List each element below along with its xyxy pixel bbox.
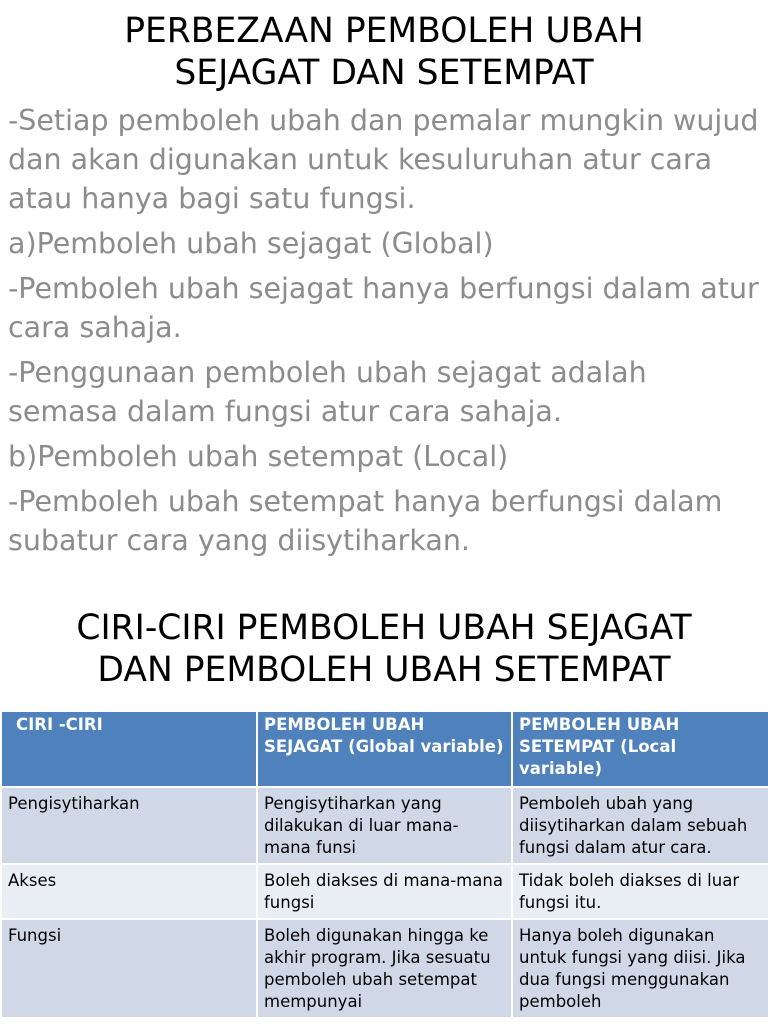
- table-cell: Boleh digunakan hingga ke akhir program. Jika sesuatu pemboleh ubah setempat mempunyai: [257, 919, 512, 1018]
- table-row: [1, 864, 768, 919]
- section-title: CIRI-CIRI PEMBOLEH UBAH SEJAGAT DAN PEMBOLEH UBAH SETEMPAT: [76, 608, 692, 690]
- table-cell: Hanya boleh digunakan untuk fungsi yang diisi. Jika dua fungsi menggunakan pemboleh: [512, 919, 768, 1018]
- table-row: [1, 919, 768, 1018]
- bullet-paragraph: -Penggunaan pemboleh ubah sejagat adalah semasa dalam fungsi atur cara sahaja.: [8, 356, 647, 428]
- table-header-row: [1, 711, 768, 787]
- table-cell: Tidak boleh diakses di luar fungsi itu.: [512, 864, 768, 919]
- bullet-paragraph: a)Pemboleh ubah sejagat (Global): [8, 227, 494, 260]
- table-cell: Pemboleh ubah yang diisytiharkan dalam sebuah fungsi dalam atur cara.: [512, 787, 768, 864]
- bullet-paragraph: -Pemboleh ubah setempat hanya berfungsi dalam subatur cara yang diisytiharkan.: [8, 485, 723, 557]
- column-header-global: PEMBOLEH UBAH SEJAGAT (Global variable): [257, 711, 512, 787]
- bullet-paragraph: b)Pemboleh ubah setempat (Local): [8, 440, 509, 473]
- slide-title: PERBEZAAN PEMBOLEH UBAH SEJAGAT DAN SETEMPAT: [124, 11, 644, 93]
- comparison-table: [0, 710, 768, 1019]
- table-cell: Pengisytiharkan yang dilakukan di luar mana-mana funsi: [257, 787, 512, 864]
- column-header-local: PEMBOLEH UBAH SETEMPAT (Local variable): [512, 711, 768, 787]
- bullet-paragraph: -Pemboleh ubah sejagat hanya berfungsi dalam atur cara sahaja.: [8, 272, 759, 344]
- bullet-paragraph: -Setiap pemboleh ubah dan pemalar mungkin wujud dan akan digunakan untuk kesuluruhan atur cara atau hanya bagi satu fungsi.: [8, 104, 759, 215]
- bullet-list: [8, 101, 764, 566]
- table-cell: Pengisytiharkan: [1, 787, 257, 864]
- table-cell: Akses: [1, 864, 257, 919]
- table-cell: Boleh diakses di mana-mana fungsi: [257, 864, 512, 919]
- column-header-ciri: CIRI -CIRI: [1, 711, 257, 787]
- table-cell: Fungsi: [1, 919, 257, 1018]
- table-row: [1, 787, 768, 864]
